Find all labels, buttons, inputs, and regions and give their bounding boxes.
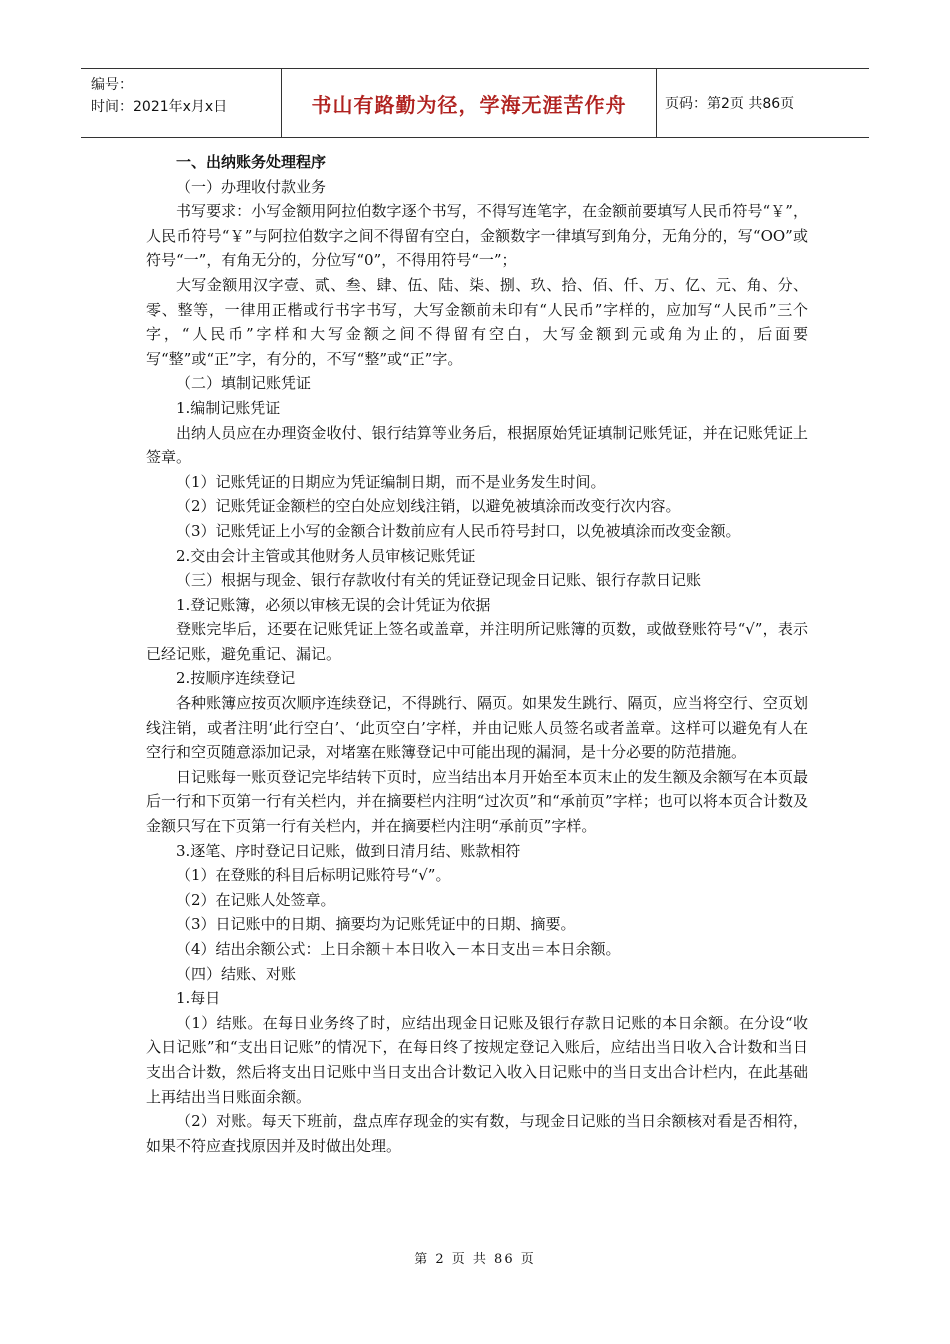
subsection-heading: （一）办理收付款业务 [176,177,327,196]
document-body [146,150,808,1158]
item-heading: 1.登记账簿，必须以审核无误的会计凭证为依据 [176,595,491,614]
list-item: （1）结账。在每日业务终了时，应结出现金日记账及银行存款日记账的本日余额。在分设“收入日记账”和“支出日记账”的情况下，在每日终了按规定登记入账后，应结出当日收入合计数和当日支出合计数，然后将支出日记账中当日支出合计数记入收入日记账中的当日支出合计栏内，在此基础上再结出当日账面余额。 [146,1013,808,1106]
document-time-label: 时间：2021年x月x日 [91,99,228,115]
paragraph: 登账完毕后，还要在记账凭证上签名或盖章，并注明所记账簿的页数，或做登账符号“√”，表示已经记账，避免重记、漏记。 [146,620,808,663]
header-motto: 书山有路勤为径，学海无涯苦作舟 [282,69,657,137]
list-item: （1）记账凭证的日期应为凭证编制日期，而不是业务发生时间。 [176,472,606,491]
header-meta [81,69,282,137]
list-item: （3）记账凭证上小写的金额合计数前应有人民币符号封口，以免被填涂而改变金额。 [176,521,741,540]
item-heading: 3.逐笔、序时登记日记账，做到日清月结、账款相符 [176,841,521,860]
document-number-label: 编号： [91,77,133,93]
paragraph: 日记账每一账页登记完毕结转下页时，应当结出本月开始至本页末止的发生额及余额写在本页最后一行和下页第一行有关栏内，并在摘要栏内注明“过次页”和“承前页”字样；也可以将本页合计数及金额只写在下页第一行有关栏内，并在摘要栏内注明“承前页”字样。 [146,767,808,836]
list-item: （2）记账凭证金额栏的空白处应划线注销，以避免被填涂而改变行次内容。 [176,497,681,516]
paragraph: 各种账簿应按页次顺序连续登记，不得跳行、隔页。如果发生跳行、隔页，应当将空行、空页划线注销，或者注明‘此行空白’、‘此页空白’字样，并由记账人员签名或者盖章。这样可以避免有人在空行和空页随意添加记录，对堵塞在账簿登记中可能出现的漏洞，是十分必要的防范措施。 [146,694,808,762]
item-heading: 1.编制记账凭证 [176,398,281,417]
list-item: （4）结出余额公式：上日余额＋本日收入－本日支出＝本日余额。 [176,940,621,958]
item-heading: 2.交由会计主管或其他财务人员审核记账凭证 [176,546,476,565]
page-number-label: 页码：第2页 共86页 [665,96,795,112]
list-item: （1）在登账的科目后标明记账符号“√”。 [176,866,451,885]
page-footer: 第 2 页 共 86 页 [414,1252,536,1267]
item-heading: 2.按顺序连续登记 [176,669,296,688]
subsection-heading: （四）结账、对账 [176,964,297,983]
item-heading: 1.每日 [176,989,221,1008]
list-item: （2）在记账人处签章。 [176,890,336,909]
paragraph: 书写要求：小写金额用阿拉伯数字逐个书写，不得写连笔字，在金额前要填写人民币符号“￥”，人民币符号“￥”与阿拉伯数字之间不得留有空白，金额数字一律填写到角分，无角分的，写“OO”或符号“一”，有角无分的，分位写“0”，不得用符号“一”； [146,202,808,270]
page-header [81,68,869,138]
subsection-heading: （二）填制记账凭证 [176,374,312,393]
paragraph: 出纳人员应在办理资金收付、银行结算等业务后，根据原始凭证填制记账凭证，并在记账凭证上签章。 [146,423,808,467]
list-item: （3）日记账中的日期、摘要均为记账凭证中的日期、摘要。 [176,915,576,934]
list-item: （2）对账。每天下班前，盘点库存现金的实有数，与现金日记账的当日余额核对看是否相符，如果不符应查找原因并及时做出处理。 [146,1112,808,1155]
subsection-heading: （三）根据与现金、银行存款收付有关的凭证登记现金日记账、银行存款日记账 [176,571,702,590]
paragraph: 大写金额用汉字壹、贰、叁、肆、伍、陆、柒、捌、玖、拾、佰、仟、万、亿、元、角、分、零、整等，一律用正楷或行书字书写，大写金额前未印有“人民币”字样的，应加写“人民币”三个字，“人民币”字样和大写金额之间不得留有空白，大写金额到元或角为止的，后面要写“整”或“正”字，有分的，不写“整”或“正”字。 [146,275,808,368]
section-heading: 一、出纳账务处理程序 [176,153,327,171]
header-page-info [657,69,869,137]
